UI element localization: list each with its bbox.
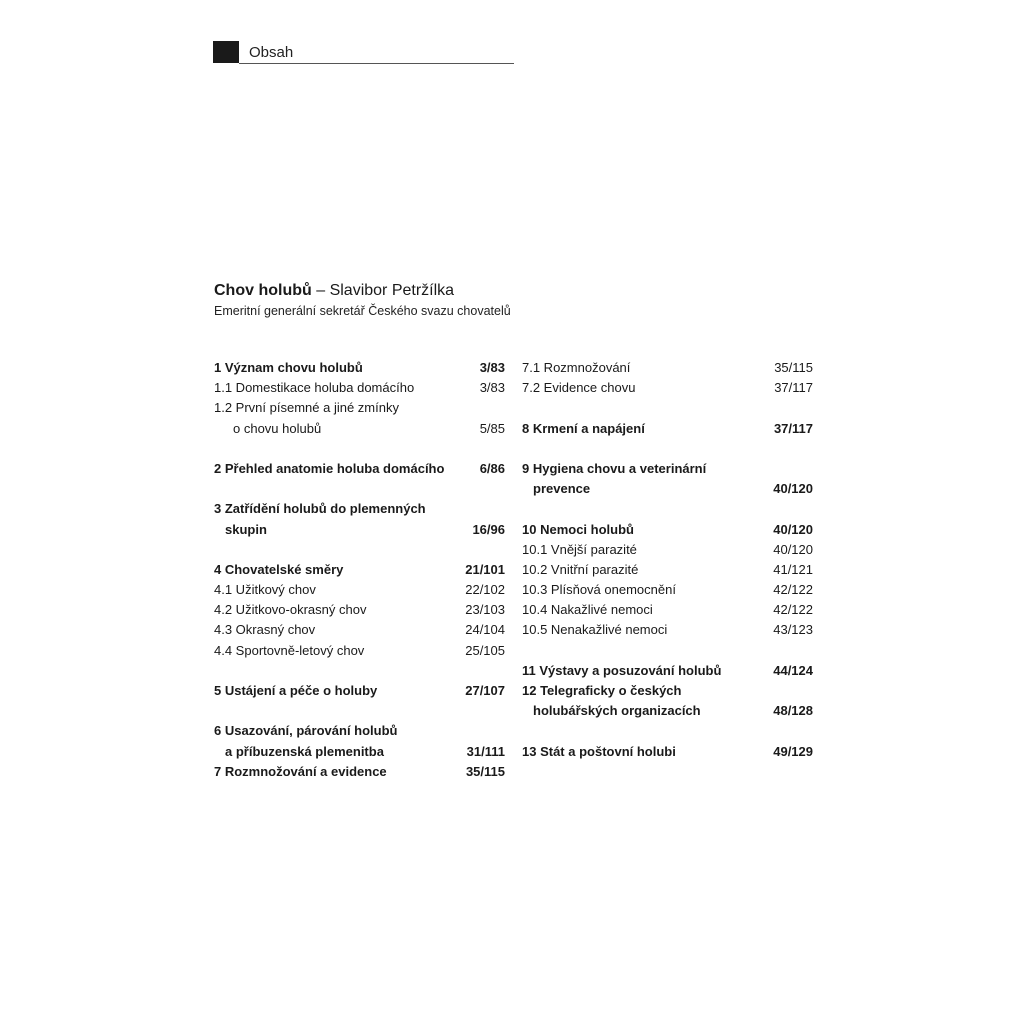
toc-entry-page: 6/86 xyxy=(479,460,505,476)
toc-entry-title: 7 Rozmnožování a evidence xyxy=(214,763,387,779)
toc-entry-page: 37/117 xyxy=(774,380,813,396)
toc-entry-title: 4.1 Užitkový chov xyxy=(214,582,316,598)
toc-entry-title: 7.2 Evidence chovu xyxy=(522,380,636,396)
toc-spacer xyxy=(522,499,813,519)
toc-entry-page: 16/96 xyxy=(472,521,505,537)
toc-section-entry[interactable] xyxy=(522,580,813,600)
book-title: Chov holubů xyxy=(214,282,312,299)
toc-entry-title: 9 Hygiena chovu a veterinární xyxy=(522,460,707,476)
header-title: Obsah xyxy=(249,44,294,61)
toc-section-entry[interactable] xyxy=(522,620,813,640)
toc-entry-title: 6 Usazování, párování holubů xyxy=(214,723,398,739)
toc-spacer xyxy=(522,439,813,459)
toc-entry-page: 43/123 xyxy=(773,622,813,638)
toc-entry-title: 4.3 Okrasný chov xyxy=(214,622,316,638)
toc-chapter-entry[interactable] xyxy=(214,721,505,741)
toc-spacer xyxy=(214,701,505,721)
toc-section-entry[interactable] xyxy=(522,358,813,378)
toc-entry-page: 25/105 xyxy=(465,642,505,658)
toc-section-entry[interactable] xyxy=(522,560,813,580)
toc-entry-title: 10.3 Plísňová onemocnění xyxy=(522,582,676,598)
toc-chapter-entry[interactable] xyxy=(214,520,505,540)
toc-entry-title: 4.4 Sportovně-letový chov xyxy=(214,642,365,658)
toc-chapter-entry[interactable] xyxy=(522,479,813,499)
toc-entry-page: 35/115 xyxy=(774,360,813,375)
toc-right-column xyxy=(522,358,813,762)
toc-entry-page: 21/101 xyxy=(465,561,505,577)
toc-entry-title: prevence xyxy=(533,481,591,497)
toc-chapter-entry[interactable] xyxy=(522,681,813,701)
toc-entry-title: 1.1 Domestikace holuba domácího xyxy=(214,380,415,396)
toc-section-entry[interactable] xyxy=(214,620,505,640)
toc-entry-title: 13 Stát a poštovní holubi xyxy=(522,743,676,759)
toc-chapter-entry[interactable] xyxy=(522,419,813,439)
toc-entry-page: 5/85 xyxy=(479,420,505,436)
toc-chapter-entry[interactable] xyxy=(214,762,505,782)
toc-entry-title: 10.1 Vnější parazité xyxy=(522,541,637,557)
toc-chapter-entry[interactable] xyxy=(214,681,505,701)
toc-chapter-entry[interactable] xyxy=(214,560,505,580)
toc-entry-page: 27/107 xyxy=(465,683,505,698)
toc-entry-page: 40/120 xyxy=(773,481,813,497)
toc-entry-page: 49/129 xyxy=(773,743,813,759)
book-author: Slavibor Petržílka xyxy=(329,282,455,299)
toc-entry-title: holubářských organizacích xyxy=(533,703,701,719)
toc-spacer xyxy=(522,641,813,661)
toc-entry-page: 3/83 xyxy=(479,360,505,375)
toc-left-column xyxy=(214,358,505,782)
toc-entry-page: 40/120 xyxy=(773,541,813,557)
toc-entry-title: o chovu holubů xyxy=(233,420,322,436)
toc-spacer xyxy=(214,479,505,499)
toc-entry-title: 2 Přehled anatomie holuba domácího xyxy=(214,460,445,476)
page-header xyxy=(213,40,514,65)
toc-entry-page: 40/120 xyxy=(773,521,813,537)
toc-entry-title: 8 Krmení a napájení xyxy=(522,420,645,436)
toc-chapter-entry[interactable] xyxy=(214,499,505,519)
toc-section-entry[interactable] xyxy=(214,580,505,600)
toc-chapter-entry[interactable] xyxy=(522,701,813,721)
toc-spacer xyxy=(214,439,505,459)
toc-entry-page: 37/117 xyxy=(773,420,813,436)
toc-entry-title: 4 Chovatelské směry xyxy=(214,561,344,577)
toc-section-entry[interactable] xyxy=(214,378,505,398)
toc-entry-page: 3/83 xyxy=(479,380,505,396)
toc-entry-page: 23/103 xyxy=(465,602,505,618)
toc-entry-title: a příbuzenská plemenitba xyxy=(225,743,384,759)
toc-entry-title: 10 Nemoci holubů xyxy=(522,521,634,537)
toc-entry-title: 10.4 Nakažlivé nemoci xyxy=(522,602,653,618)
toc-entry-title: 12 Telegraficky o českých xyxy=(522,683,682,698)
toc-chapter-entry[interactable] xyxy=(522,520,813,540)
toc-section-entry[interactable] xyxy=(214,600,505,620)
toc-spacer xyxy=(522,398,813,418)
toc-entry-page: 41/121 xyxy=(773,561,813,577)
toc-entry-page: 44/124 xyxy=(773,662,813,678)
toc-spacer xyxy=(522,721,813,741)
toc-entry-title: 3 Zatřídění holubů do plemenných xyxy=(214,501,426,517)
toc-entry-title: 1.2 První písemné a jiné zmínky xyxy=(214,400,399,416)
toc-entry-title: skupin xyxy=(225,521,267,537)
toc-entry-page: 22/102 xyxy=(465,582,505,598)
toc-chapter-entry[interactable] xyxy=(214,742,505,762)
toc-chapter-entry[interactable] xyxy=(522,661,813,681)
header-rule xyxy=(239,63,514,64)
toc-entry-title: 10.2 Vnitřní parazité xyxy=(522,561,639,577)
toc-entry-page: 24/104 xyxy=(465,622,505,638)
toc-entry-title: 10.5 Nenakažlivé nemoci xyxy=(522,622,668,638)
toc-entry-title: 7.1 Rozmnožování xyxy=(522,360,631,375)
toc-entry-page: 31/111 xyxy=(466,743,505,759)
toc-entry-page: 48/128 xyxy=(773,703,813,719)
header-marker-block xyxy=(213,41,239,63)
toc-section-entry[interactable] xyxy=(214,641,505,661)
toc-spacer xyxy=(214,540,505,560)
toc-chapter-entry[interactable] xyxy=(214,459,505,479)
toc-section-entry[interactable] xyxy=(522,600,813,620)
toc-chapter-entry[interactable] xyxy=(522,742,813,762)
toc-section-entry[interactable] xyxy=(214,419,505,439)
toc-section-entry[interactable] xyxy=(214,398,505,418)
toc-entry-title: 4.2 Užitkovo-okrasný chov xyxy=(214,602,367,618)
toc-section-entry[interactable] xyxy=(522,378,813,398)
toc-entry-title: 11 Výstavy a posuzování holubů xyxy=(522,662,722,678)
toc-entry-title: 1 Význam chovu holubů xyxy=(214,360,363,375)
toc-chapter-entry[interactable] xyxy=(522,459,813,479)
toc-section-entry[interactable] xyxy=(522,540,813,560)
toc-entry-page: 35/115 xyxy=(465,763,505,779)
book-title-line xyxy=(214,281,454,301)
toc-chapter-entry[interactable] xyxy=(214,358,505,378)
toc-entry-title: 5 Ustájení a péče o holuby xyxy=(214,683,378,698)
title-separator: – xyxy=(311,282,330,299)
toc-entry-page: 42/122 xyxy=(773,582,813,598)
toc-entry-page: 42/122 xyxy=(773,602,813,618)
toc-spacer xyxy=(214,661,505,681)
author-subtitle: Emeritní generální sekretář Českého svazu chovatelů xyxy=(214,304,511,318)
